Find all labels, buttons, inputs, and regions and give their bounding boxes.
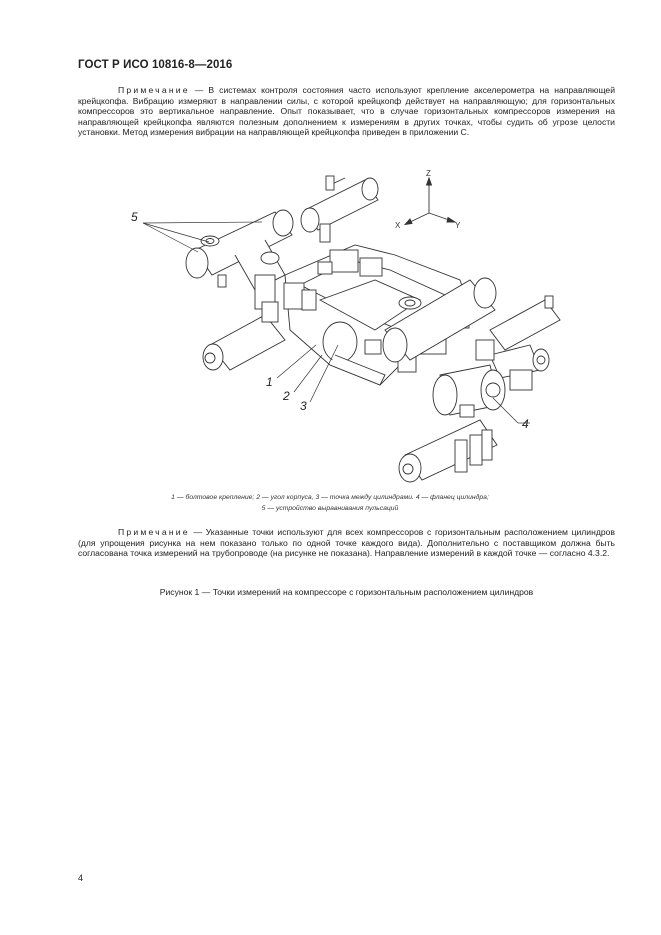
callout-1: 1 — [266, 375, 273, 389]
cylinder-upper-left — [186, 210, 293, 309]
axis-z-label: Z — [426, 169, 431, 178]
figure-title: Рисунок 1 — Точки измерений на компрессоре с горизонтальным расположением цилиндров — [159, 587, 534, 597]
axis-y-label: Y — [455, 221, 461, 230]
figure-legend-line-1: 1 — болтовое крепление; 2 — угол корпуса, 3 — точка между цилиндрами. 4 — фланец цилиндра; — [171, 494, 489, 501]
figure-legend-line-2: 5 — устройство выравнивания пульсаций — [261, 505, 399, 512]
note-lead: Примечание — [118, 85, 190, 95]
note-lead: Примечание — [118, 527, 190, 537]
cylinder-lower-right — [433, 365, 505, 417]
cylinder-lower-left — [203, 302, 285, 370]
callout-4: 4 — [522, 417, 529, 431]
callout-2: 2 — [283, 389, 290, 403]
cylinder-bottom — [399, 420, 497, 482]
note-dash: — — [189, 527, 206, 537]
note-text: В системах контроля состояния часто используют крепление акселерометра на направляющей крейцкопфа. Вибрацию измеряют в направлении силы, с которой крейцкопф действует на направляющую; для горизонтальных компрессоров это вертикальное направление. Опыт показывает, что в случае горизонтальных компрессоров измерения на направляющей крейцкопфа являются полезным дополнением к измерениям в других точках, чтобы судить об угрозе целости установки. Метод измерения вибрации на направляющей крейцкопфа приведен в приложении С. — [78, 85, 615, 138]
note-dash: — — [189, 85, 209, 95]
page-number: 4 — [78, 873, 84, 883]
coordinate-axes — [405, 178, 455, 225]
document-title: ГОСТ Р ИСО 10816-8—2016 — [78, 59, 233, 71]
axis-x-label: X — [395, 221, 401, 230]
cylinder-top-center — [301, 176, 378, 242]
note-text: Указанные точки используют для всех компрессоров с горизонтальным расположением цилиндров (для упрощения рисунка на нем показано только по одной точке каждого вида). Дополнительно с поставщиком должна быть согласована точка измерений на трубопроводе (на рисунке не показана). Направление измерений в каждой точке — согласно 4.3.2. — [78, 527, 615, 559]
callout-5: 5 — [131, 210, 138, 224]
note-paragraph-2 — [78, 527, 615, 559]
callout-3: 3 — [300, 399, 307, 413]
